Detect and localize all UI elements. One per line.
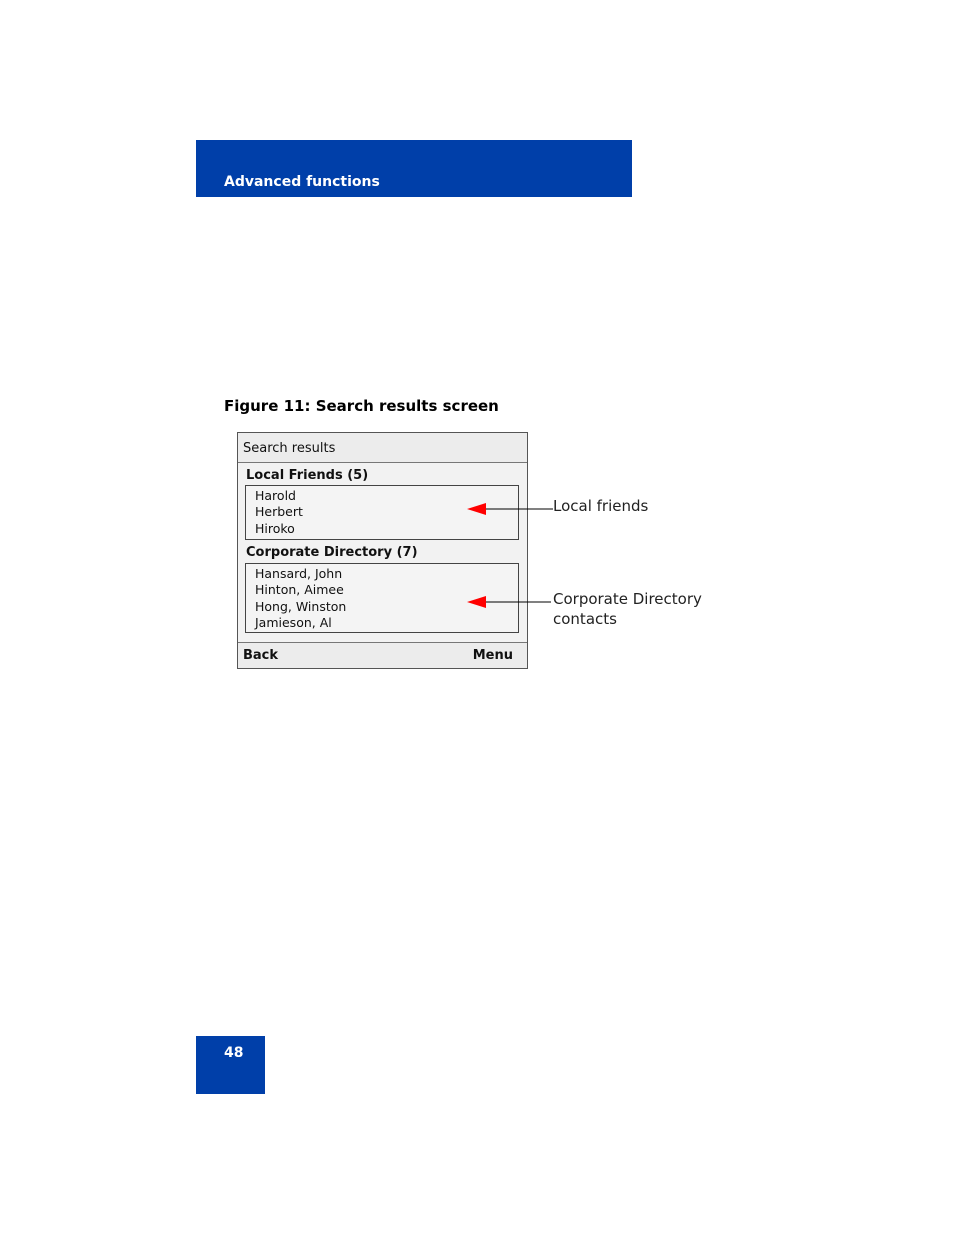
local-friends-callout: Local friends	[553, 497, 649, 515]
list-item: Hong, Winston	[255, 599, 347, 614]
corporate-callout-line2: contacts	[553, 610, 617, 628]
local-arrow-head-icon	[467, 503, 486, 515]
page-number: 48	[224, 1045, 244, 1061]
corporate-callout-line1: Corporate Directory	[553, 590, 702, 608]
local-friends-label: Local Friends (5)	[246, 468, 369, 483]
section-title: Advanced functions	[224, 174, 380, 190]
list-item: Harold	[255, 488, 296, 503]
corporate-arrow-head-icon	[467, 596, 486, 608]
back-softkey: Back	[243, 648, 279, 663]
page-number-box	[196, 1036, 265, 1094]
list-item: Jamieson, Al	[255, 615, 332, 630]
menu-softkey: Menu	[472, 648, 513, 663]
list-item: Herbert	[255, 504, 303, 519]
list-item: Hiroko	[255, 521, 295, 536]
screen-title: Search results	[243, 441, 336, 456]
corporate-directory-label: Corporate Directory (7)	[246, 545, 418, 560]
list-item: Hinton, Aimee	[255, 582, 344, 597]
figure-caption: Figure 11: Search results screen	[224, 397, 499, 415]
list-item: Hansard, John	[255, 566, 343, 581]
